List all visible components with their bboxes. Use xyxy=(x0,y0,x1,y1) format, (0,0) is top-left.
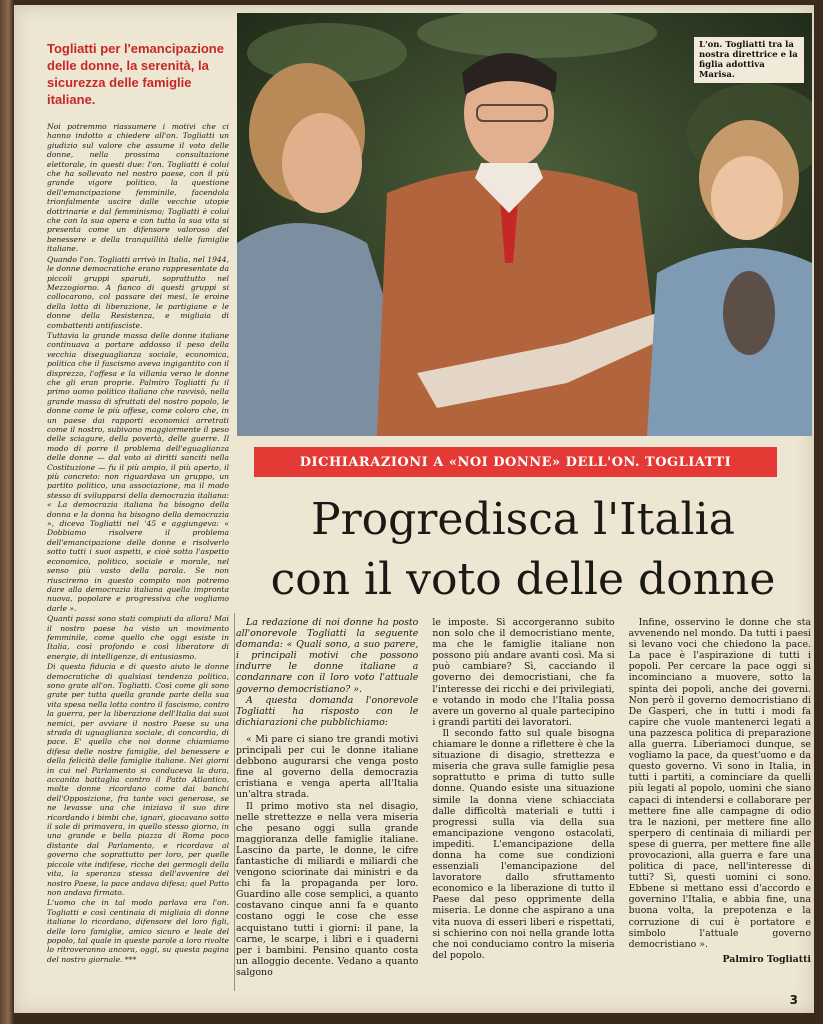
headline-line-1: Progredisca l'Italia xyxy=(311,494,735,545)
article-paragraph: Infine, osservino le donne che sta avvenendo nel mondo. Da tutti i paesi si levano voci che chiedono la pace. La pace è l'aspirazione di tutti i popoli. Per cercare la pace oggi si incominciano a muovere, sotto la spinta dei popoli, anche dei governi. Non però il governo democristiano di De Gasperi, che in tutti i modi fa capire che vuole mantenerci legati a una pazzesca politica di preparazione alla guerra. Liberiamoci dunque, se vogliamo la pace, da quest'uomo e da questo governo. Vi sono in Italia, in tutti i partiti, a cominciare da quelli più legati al popolo, uomini che siano capaci di intendersi e collaborare per mettere fine alle campagne di odio tra le nazioni, per mettere fine allo sperpero di centinaia di miliardi per spese di guerra, per mettere fine alle provocazioni, alla guerra e fare una politica di pace, nell'interesse di tutti? Sì, questi uomini ci sono. Ebbene si mettano essi d'accordo e governino l'Italia, e abbia fine, una buona volta, la prepotenza e la corruzione di cui è portatore e simbolo l'attuale governo democristiano ». xyxy=(628,617,811,950)
article-column-1 xyxy=(236,617,418,987)
sidebar-paragraph: Noi potremmo riassumere i motivi che ci hanno indotto a chiedere all'on. Togliatti un giudizio sul valore che assume il voto delle donne, nella prossima consultazione elettorale, in questi due: l'on. Togliatti è colui che ha sollevato nel nostro paese, con il più grande vigore politico, la questione dell'emancipazione femminile, facendola trionfalmente uscire dalle vecchie utopie dottrinarie e dal femminismo; Togliatti è colui che con la sua opera e con tutta la sua vita si presenta come un difensore valoroso del benessere e della tranquillità delle famiglie italiane. xyxy=(47,122,229,254)
headline-line-2: con il voto delle donne xyxy=(270,554,776,605)
binding-spine xyxy=(0,0,14,1024)
article-intro-answer: A questa domanda l'onorevole Togliatti ha risposto con le dichiarazioni che pubblichiamo: xyxy=(236,694,419,728)
article-signature: Palmiro Togliatti xyxy=(722,953,811,965)
headline xyxy=(238,490,808,610)
article-intro-question: La redazione di noi donne ha posto all'onorevole Togliatti la seguente domanda: « Quali sono, a suo parere, i principali motivi che possono indurre le donne italiane a condannare con il loro voto l'attuale governo democristiano? ». xyxy=(236,617,419,695)
article-paragraph: « Mi pare ci siano tre grandi motivi principali per cui le donne italiane debbono augurarsi che venga posto fine al governo della democrazia cristiana e venga aperta all'Italia un'altra strada. xyxy=(236,733,419,801)
article-paragraph: Il primo motivo sta nel disagio, nelle strettezze e nella vera miseria che pesano oggi sulla grande maggioranza delle famiglie italiane. Lascino da parte, le donne, le cifre fantastiche di miliardi e miliardi che vengono sciorinate dai ministri e da chi fa la propaganda per loro. Guardino alle cose semplici, a quanto costavano cinque anni fa e quanto costano oggi le cose che esse acquistano tutti i giorni: il pane, la carne, le scarpe, i libri e i quaderni per i bambini. Pensino quanto costa un alloggio decente. Vedano a quanto salgono xyxy=(236,800,419,978)
sidebar-paragraph: L'uomo che in tal modo parlava era l'on. Togliatti e così centinaia di migliaia di donne italiane lo ricordano, difensore del loro figli, delle loro famiglie, amico sicuro e leale del popolo, tal quale in queste parole a loro rivolte lo ritroveranno ancora, oggi, su questa pagina del nostro giornale. *** xyxy=(47,898,229,964)
sidebar-paragraph: Quanti passi sono stati compiuti da allora! Mai il nostro paese ha visto un movimento femminile, come quello che oggi esiste in Italia, così profondo e così liberatore di energie, di intelligenze, di entusiasmo. xyxy=(47,614,229,661)
magazine-page xyxy=(14,5,814,1013)
sidebar-column xyxy=(47,40,229,964)
article-column-3 xyxy=(629,617,811,987)
page-number: 3 xyxy=(789,993,798,1007)
sidebar-paragraph: Quando l'on. Togliatti arrivò in Italia, nel 1944, le donne democratiche erano rappresentate da piccoli gruppi sparuti, soprattutto nel Mezzogiorno. A fianco di questi gruppi si collocarono, col passare dei mesi, le eroine della lotta di liberazione, le partigiane e le donne della Resistenza, e migliaia di combattenti antifasciste. xyxy=(47,254,229,330)
cover-photo xyxy=(237,13,812,436)
sidebar-paragraph: Di questa fiducia e di questo aiuto le donne democratiche di qualsiasi tendenza politica, sono grate all'on. Togliatti. Così come gli sono grate per tutta quella grande parte della sua vita spesa nella lotta contro il fascismo, contro la guerra, per la liberazione dell'Italia dai suoi nemici, per avviare il nostro Paese su una strada di uguaglianza sociale, di concordia, di pace. E' quello che noi donne chiamiamo difesa delle nostre famiglie, del benessere e della felicità delle famiglie italiane. Nei giorni in cui nel Parlamento si conduceva la dura, accanita battaglia contro il Patto Atlantico, molte donne ricordano come dai banchi dell'Opposizione, fra tante voci generose, se ne levasse una che iniziava il suo dire ricordando i bimbi che, ignari, giocavano sotto il sole di primavera, in quello stesso giorno, in una grande e bella piazza di Roma poco distante dal Parlamento, e ricordava al governo che soprattutto per loro, per quelle piccole vite indifese, ricche dei germogli della vita, la speranza stessa dell'avvenire del nostro Paese, la pace andava difesa; quel Patto non andava firmato. xyxy=(47,662,229,897)
photo-caption: L'on. Togliatti tra la nostra direttrice e la figlia adottiva Marisa. xyxy=(694,37,804,83)
article-body xyxy=(236,617,811,987)
sidebar-title: Togliatti per l'emancipazione delle donne, la serenità, la sicurezza delle famiglie italiane. xyxy=(47,41,224,107)
article-paragraph: le imposte. Si accorgeranno subito non solo che il democristiano mente, ma che le famiglie italiane non possono più andare avanti così. Ma si può cambiare? Sì, cacciando il governo dei democristiani, che fa l'interesse dei ricchi e dei privilegiati, e votando in modo che l'Italia possa avere un governo al quale partecipino i grandi partiti dei lavoratori. xyxy=(432,617,615,728)
article-column-2 xyxy=(432,617,614,987)
column-divider xyxy=(234,613,235,991)
article-paragraph: Il secondo fatto sul quale bisogna chiamare le donne a riflettere è che la situazione di disagio, strettezza e miseria che grava sulle famiglie pesa soprattutto e prima di tutto sulle donne. Quando esiste una situazione simile la donna viene schiacciata dalle difficoltà materiali e tutti i progressi sulla via della sua emancipazione vengono ostacolati, impediti. L'emancipazione della donna ha come sue condizioni essenziali l'emancipazione del lavoratore dallo sfruttamento economico e la liberazione di tutto il Paese dal peso opprimente della miseria. Le donne che aspirano a una vita nuova di esseri liberi e rispettati, si schierino con noi nella grande lotta che noi conduciamo contro la miseria del popolo. xyxy=(432,727,615,961)
sidebar-paragraph: Tuttavia la grande massa delle donne italiane continuava a portare addosso il peso della vecchia diseguaglianza sociale, economica, politica che il fascismo aveva ingigantito con il disprezzo, l'offesa e la villania verso le donne che gli eran proprie. Palmiro Togliatti fu il primo uomo politico italiano che ravvisò, nella grande massa di sfruttati del nostro popolo, le donne come le più offese, come coloro che, in un paese dai rapporti economici arretrati come il nostro, subivano maggiormente il peso delle sciagure, della povertà, delle guerre. Il modo di porre il problema dell'eguaglianza delle donne — dal voto ai diritti sanciti nella Costituzione — fu il più ampio, il più aperto, il più concreto: non riguardava un gruppo, un partito politico, una associazione, ma il modo stesso di svilupparsi della democrazia italiana: « La democrazia italiana ha bisogno della donna e la donna ha bisogno della democrazia », diceva Togliatti nel '45 e aggiungeva: « Dobbiamo risolvere il problema dell'emancipazione delle donne e risolverlo sotto tutti i suoi aspetti, e cioè sotto l'aspetto economico, politico, sociale e morale, nel senso più vasto della parola. Se non riusciremo in questo compito non potremo dare alla democrazia italiana quella impronta nuova, popolare e progressiva che vogliamo darle ». xyxy=(47,330,229,613)
kicker-banner: DICHIARAZIONI A «NOI DONNE» DELL'ON. TOGLIATTI xyxy=(254,447,777,477)
